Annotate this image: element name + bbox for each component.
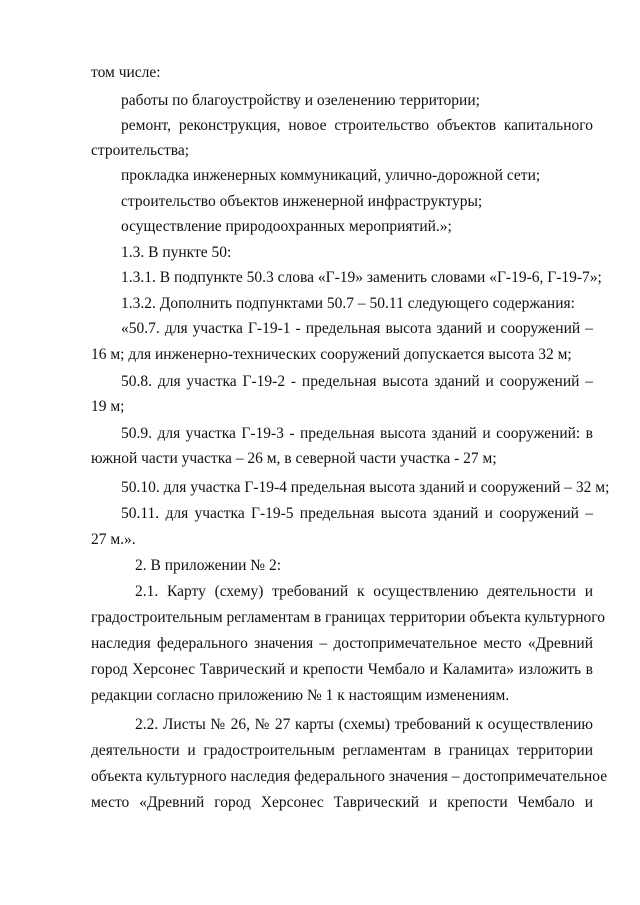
section-heading: 2. В приложении № 2: — [135, 557, 282, 574]
text-line: редакции согласно приложению № 1 к настоящим изменениям. — [91, 687, 510, 704]
text-line: 19 м; — [91, 398, 125, 415]
text-line: «50.7. для участка Г-19-1 - предельная высота зданий и сооружений – — [121, 320, 593, 337]
text-line: осуществление природоохранных мероприятий.»; — [121, 218, 452, 235]
text-line: наследия федерального значения – достопримечательное место «Древний — [91, 635, 593, 652]
text-line: 1.3. В пункте 50: — [121, 244, 232, 261]
text-line: 1.3.2. Дополнить подпунктами 50.7 – 50.11 следующего содержания: — [121, 295, 575, 312]
text-line: город Херсонес Таврический и крепости Чембало и Каламита» изложить в — [91, 661, 593, 678]
text-line: строительство объектов инженерной инфраструктуры; — [121, 193, 483, 210]
text-line: 27 м.». — [91, 531, 136, 548]
text-line: 2.2. Листы № 26, № 27 карты (схемы) требований к осуществлению — [135, 716, 593, 733]
text-line: место «Древний город Херсонес Таврический и крепости Чембало и — [91, 794, 593, 811]
text-line: 16 м; для инженерно-технических сооружений допускается высота 32 м; — [91, 346, 572, 363]
text-line: том числе: — [91, 64, 161, 81]
text-line: ремонт, реконструкция, новое строительство объектов капитального — [121, 117, 593, 134]
text-line: градостроительным регламентам в границах территории объекта культурного — [91, 609, 605, 626]
text-line: деятельности и градостроительным регламентам в границах территории — [91, 742, 593, 759]
text-line: 50.11. для участка Г-19-5 предельная высота зданий и сооружений – — [121, 505, 593, 522]
text-line: строительства; — [91, 142, 190, 159]
text-line: прокладка инженерных коммуникаций, улично-дорожной сети; — [121, 167, 541, 184]
text-line: 2.1. Карту (схему) требований к осуществлению деятельности и — [135, 583, 593, 600]
text-line: объекта культурного наследия федерального значения – достопримечательное — [91, 768, 608, 785]
text-line: 50.9. для участка Г-19-3 - предельная высота зданий и сооружений: в — [121, 425, 593, 442]
text-line: южной части участка – 26 м, в северной части участка - 27 м; — [91, 450, 497, 467]
text-line: работы по благоустройству и озеленению территории; — [121, 92, 480, 109]
text-line: 50.8. для участка Г-19-2 - предельная высота зданий и сооружений – — [121, 373, 593, 390]
text-line: 1.3.1. В подпункте 50.3 слова «Г-19» заменить словами «Г-19-6, Г-19-7»; — [121, 269, 602, 286]
text-line: 50.10. для участка Г-19-4 предельная высота зданий и сооружений – 32 м; — [121, 479, 610, 496]
